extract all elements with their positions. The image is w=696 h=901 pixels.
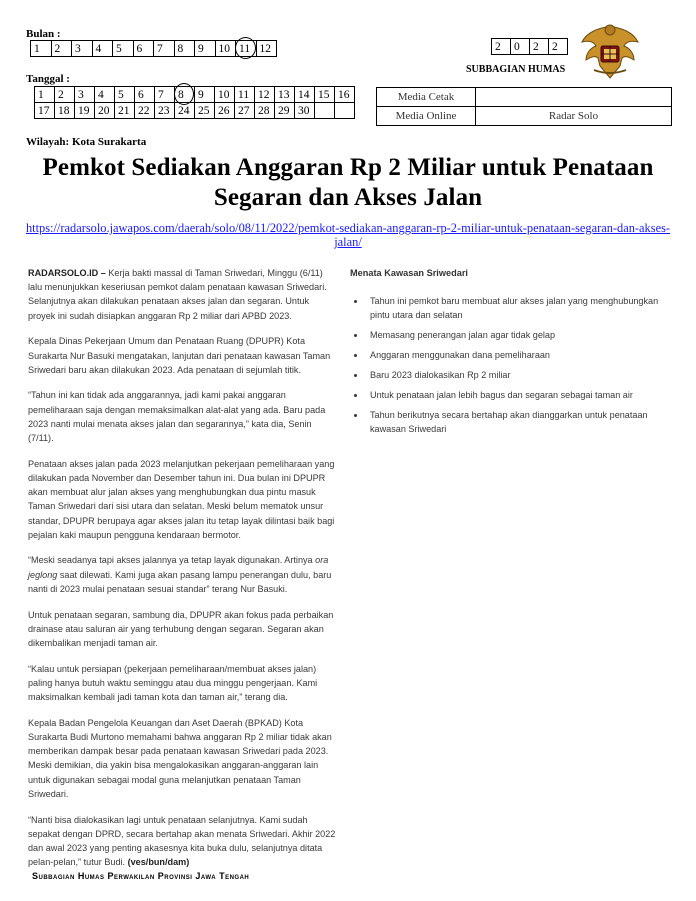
month-cell-value: 6	[136, 42, 143, 55]
sidebar-box	[350, 266, 670, 442]
day-cell	[335, 103, 355, 119]
day-cell-value: 30	[298, 104, 310, 117]
garuda-emblem-icon	[580, 20, 640, 82]
day-cell	[155, 87, 175, 103]
day-cell	[295, 87, 315, 103]
day-cell-value: 10	[218, 88, 230, 101]
year-cell	[492, 39, 511, 55]
day-cell	[195, 103, 215, 119]
day-cell	[275, 87, 295, 103]
day-cell-value: 23	[158, 104, 170, 117]
day-cell	[155, 103, 175, 119]
day-cell	[275, 103, 295, 119]
day-cell-value: 20	[98, 104, 110, 117]
month-cell	[236, 41, 257, 57]
paragraph-1-text: Kerja bakti massal di Taman Sriwedari, Minggu (6/11) lalu menunjukkan keseriusan pemkot dalam penataan kawasan Sriwedari. Selanjutnya akan dilakukan penataan akses jalan dan segaran. Untuk proyek ini sudah disiapkan anggaran Rp 2 miliar dari APBD 2023.	[28, 268, 327, 321]
month-cell	[215, 41, 236, 57]
paragraph-5-text-a: “Meski seadanya tapi akses jalannya ya tetap layak digunakan. Artinya	[28, 555, 316, 566]
day-cell	[195, 87, 215, 103]
month-cell	[51, 41, 72, 57]
date-label: Tanggal :	[26, 73, 70, 85]
region-label: Wilayah: Kota Surakarta	[26, 136, 147, 148]
year-cell-value: 0	[514, 40, 520, 53]
day-cell	[75, 103, 95, 119]
day-cell-value: 28	[258, 104, 270, 117]
paragraph-8: Kepala Badan Pengelola Keuangan dan Aset Daerah (BPKAD) Kota Surakarta Budi Murtono memahami bahwa anggaran Rp 2 miliar tidak akan memberikan dampak besar pada penataan kawasan Sriwedari pada 2023. Meski demikian, dia yakin bisa mengalokasikan anggaran-anggaran lain untuk digunakan sebagai modal guna melanjutkan penataan Taman Sriwedari.	[28, 717, 332, 799]
day-cell-value: 18	[58, 104, 70, 117]
day-cell	[115, 87, 135, 103]
source-tag: RADARSOLO.ID –	[28, 268, 106, 278]
day-cell-value: 8	[178, 88, 184, 101]
day-cell	[55, 103, 75, 119]
day-cell-value: 14	[298, 88, 310, 101]
day-cell	[315, 103, 335, 119]
day-cell	[235, 103, 255, 119]
day-cell	[255, 103, 275, 119]
paragraph-1	[28, 266, 336, 323]
year-cell-value: 2	[552, 40, 558, 53]
day-cell-value: 24	[178, 104, 190, 117]
month-cell-value: 2	[54, 42, 61, 55]
month-cell	[133, 41, 154, 57]
day-cell-value: 1	[38, 88, 44, 101]
day-cell-value: 4	[98, 88, 104, 101]
day-cell-value: 13	[278, 88, 290, 101]
day-cell-value: 21	[118, 104, 130, 117]
day-cell	[215, 103, 235, 119]
month-label: Bulan :	[26, 28, 61, 40]
sidebar-item: • Tahun berikutnya secara bertahap akan dianggarkan untuk penataan kawasan Sriwedari	[366, 408, 670, 436]
day-cell-value: 7	[158, 88, 164, 101]
day-cell-value: 6	[138, 88, 144, 101]
paragraph-4: Penataan akses jalan pada 2023 melanjutkan pekerjaan pemeliharaan yang dilakukan pada November dan Desember tahun ini. Dua bulan ini DPUPR akan membuat alur jalan akses yang menghubungkan dua pintu masuk Taman Sriwedari dari sisi utara dan selatan. Meski belum mematok unsur standar, DPUPR berupaya agar akses jalan itu tetap layak dilintasi baik bagi pejalan kaki maupun pengguna kendaraan bermotor.	[28, 458, 335, 540]
sidebar-item: • Tahun ini pemkot baru membuat alur akses jalan yang menghubungkan pintu utara dan selatan	[366, 294, 670, 322]
media-cetak-value	[476, 88, 672, 107]
day-cell	[215, 87, 235, 103]
day-cell-value: 27	[238, 104, 250, 117]
selected-day-circle	[174, 83, 194, 105]
month-cell	[113, 41, 134, 57]
month-cell	[195, 41, 216, 57]
month-cell	[256, 41, 277, 57]
paragraph-9	[28, 813, 336, 870]
year-cell	[549, 39, 568, 55]
year-cell	[511, 39, 530, 55]
day-cell	[35, 87, 55, 103]
month-cell-value: 3	[75, 42, 81, 55]
month-cell-value: 11	[239, 42, 251, 55]
media-cetak-label: Media Cetak	[377, 88, 476, 107]
day-cell-value: 15	[318, 88, 330, 101]
day-cell	[175, 103, 195, 119]
year-cell-value: 2	[533, 40, 539, 53]
month-cell	[154, 41, 175, 57]
month-cell	[174, 41, 195, 57]
year-cell-value: 2	[495, 40, 501, 53]
day-cell	[175, 87, 195, 103]
sidebar-item: • Memasang penerangan jalan agar tidak gelap	[366, 328, 670, 342]
paragraph-5	[28, 553, 336, 596]
day-cell	[135, 103, 155, 119]
day-cell-value: 3	[78, 88, 84, 101]
sidebar-item: • Untuk penataan jalan lebih bagus dan segaran sebagai taman air	[366, 388, 670, 402]
day-cell	[255, 87, 275, 103]
day-cell	[55, 87, 75, 103]
day-cell	[115, 103, 135, 119]
day-cell-value: 22	[138, 104, 150, 117]
paragraph-7: “Kalau untuk persiapan (pekerjaan pemeliharaan/membuat akses jalan) paling hanya butuh waktu seminggu atau dua minggu pengerjaan. Kami maksimalkan kembali jadi taman kota dan taman air,” terang dia.	[28, 663, 318, 703]
org-label: SUBBAGIAN HUMAS	[466, 64, 566, 75]
media-online-value: Radar Solo	[476, 107, 672, 126]
day-cell-value: 12	[258, 88, 270, 101]
day-cell-value: 9	[198, 88, 204, 101]
day-cell	[315, 87, 335, 103]
day-cell	[75, 87, 95, 103]
day-cell	[235, 87, 255, 103]
day-cell-value: 5	[118, 88, 124, 101]
day-cell-value: 17	[38, 104, 50, 117]
byline: (ves/bun/dam)	[127, 857, 190, 868]
day-cell	[95, 87, 115, 103]
day-cell	[295, 103, 315, 119]
article-title: Pemkot Sediakan Anggaran Rp 2 Miliar untuk Penataan Segaran dan Akses Jalan	[42, 154, 654, 211]
month-cell	[92, 41, 113, 57]
sidebar-item: • Baru 2023 dialokasikan Rp 2 miliar	[366, 368, 670, 382]
media-table	[376, 87, 672, 126]
month-cell	[72, 41, 93, 57]
paragraph-5-text-b: saat dilewati. Kami juga akan pasang lampu penerangan dulu, baru nanti di 2023 mulai penataan sesuai standar” terang Nur Basuki.	[28, 569, 332, 594]
month-cell-value: 7	[157, 42, 163, 55]
media-online-label: Media Online	[377, 107, 476, 126]
footer: Subbagian Humas Perwakilan Provinsi Jawa Tengah	[32, 871, 250, 881]
year-grid	[491, 38, 568, 55]
month-cell-value: 4	[95, 42, 102, 55]
month-cell-value: 5	[116, 42, 122, 55]
day-cell-value: 11	[238, 88, 250, 101]
year-cell	[530, 39, 549, 55]
article-body	[28, 266, 336, 881]
day-cell-value: 25	[198, 104, 210, 117]
selected-month-circle	[235, 37, 256, 59]
month-cell	[31, 41, 52, 57]
day-cell	[135, 87, 155, 103]
day-cell	[335, 87, 355, 103]
month-grid	[30, 40, 277, 57]
day-cell	[35, 103, 55, 119]
month-cell-value: 10	[218, 42, 230, 55]
month-cell-value: 9	[198, 42, 204, 55]
day-cell-value: 2	[58, 88, 64, 101]
sidebar-heading: Menata Kawasan Sriwedari	[350, 268, 468, 278]
date-grid	[34, 86, 355, 119]
paragraph-5-italic: ora jeglong	[28, 555, 329, 580]
day-cell-value: 29	[278, 104, 290, 117]
day-cell-value: 26	[218, 104, 230, 117]
article-url[interactable]: https://radarsolo.jawapos.com/daerah/solo/08/11/2022/pemkot-sediakan-anggaran-rp-2-miliar-untuk-penataan-segaran-dan-akses-jalan/	[25, 221, 671, 249]
paragraph-3: “Tahun ini kan tidak ada anggarannya, jadi kami pakai anggaran pemeliharaan saja dengan memaksimalkan alat-alat yang ada. Baru pada 2023 nanti mulai menata akses jalan dan segarannya,” kata dia, Senin (7/11).	[28, 390, 326, 444]
month-cell-value: 1	[34, 42, 40, 55]
month-cell-value: 8	[177, 42, 184, 55]
paragraph-6: Untuk penataan segaran, sambung dia, DPUPR akan fokus pada perbaikan drainase atau saluran air yang terhubung dengan segaran. Segaran akan dikembalikan menjadi taman air.	[28, 609, 334, 648]
sidebar-item: • Anggaran menggunakan dana pemeliharaan	[366, 348, 670, 362]
day-cell-value: 19	[78, 104, 90, 117]
day-cell-value: 16	[338, 88, 350, 101]
sidebar-list	[350, 294, 670, 436]
day-cell	[95, 103, 115, 119]
paragraph-9-text: “Nanti bisa dialokasikan lagi untuk penataan selanjutnya. Kami sudah sepakat dengan DPRD, secara bertahap akan menata Sriwedari. Akhir 2022 dan awal 2023 yang penting akasesnya kita buka dulu, selanjutnya ditata pelan-pelan,” tutur Budi.	[28, 814, 336, 868]
paragraph-2: Kepala Dinas Pekerjaan Umum dan Penataan Ruang (DPUPR) Kota Surakarta Nur Basuki mengatakan, lanjutan dari penataan kawasan Taman Sriwedari baru akan dilakukan 2023. Ada penataan di sejumlah titik.	[28, 336, 331, 375]
month-cell-value: 12	[259, 42, 271, 55]
